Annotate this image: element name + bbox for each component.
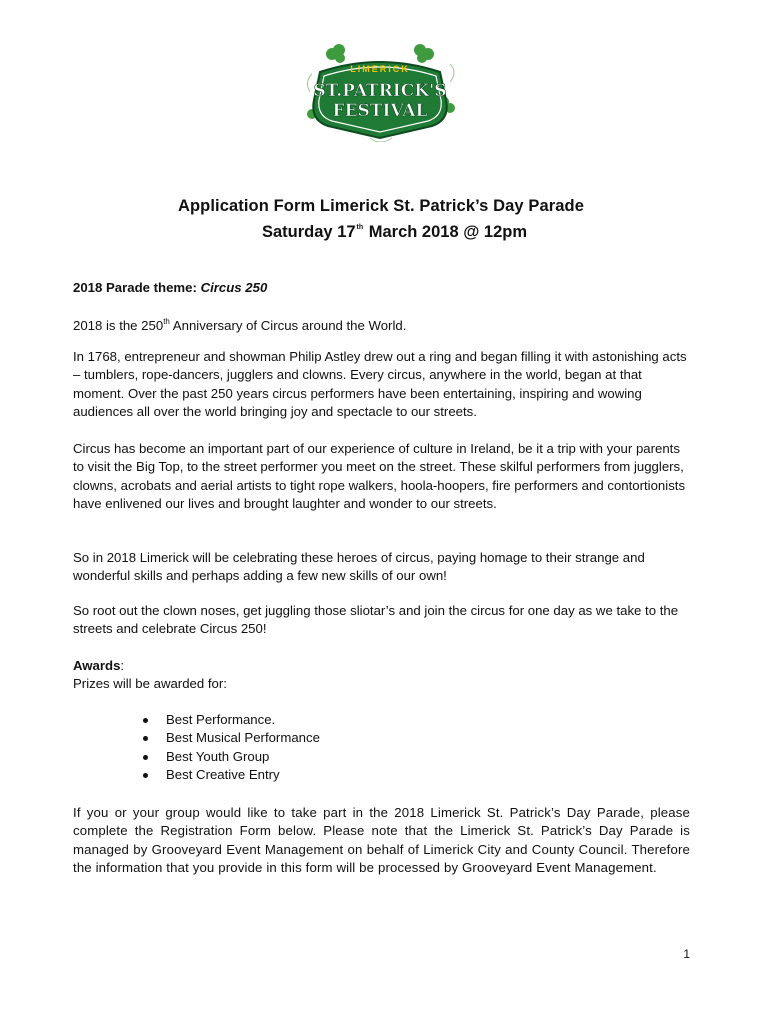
- logo-line1: LIMERICK: [350, 64, 410, 74]
- list-item: [143, 711, 320, 729]
- awards-list: [143, 711, 320, 785]
- list-item: [143, 748, 320, 766]
- awards-colon: :: [120, 658, 125, 673]
- award-item: Best Musical Performance: [166, 730, 320, 746]
- paragraph-celebration: So in 2018 Limerick will be celebrating these heroes of circus, paying homage to their strange and wonderful skills and perhaps adding a few new skills of our own!: [73, 550, 645, 584]
- award-item: Best Performance.: [166, 712, 276, 727]
- shamrock-logo-graphic: [300, 42, 460, 142]
- festival-logo: [300, 42, 460, 142]
- award-item: Best Youth Group: [166, 748, 270, 764]
- parade-theme: [73, 279, 693, 297]
- awards-label: Awards: [73, 658, 121, 673]
- paragraph-culture: Circus has become an important part of our experience of culture in Ireland, be it a trip with your parents to visit the Big Top, to the street performer you meet on the street. These skilful performers from jugglers, clowns, acrobats and aerial artists to tight rope walkers, hoola-hoopers, fire performers and contortionists have enlivened our lives and brought laughter and wonder to our streets.: [73, 441, 686, 511]
- awards-section: [73, 657, 693, 694]
- bullet-icon: [143, 718, 148, 723]
- date-part-a: Saturday 17: [262, 223, 356, 241]
- form-title-text: Application Form Limerick St. Patrick’s Day Parade: [177, 197, 585, 215]
- list-item: [143, 729, 320, 747]
- logo-line2: ST.PATRICK'S: [313, 81, 447, 101]
- paragraph-history: In 1768, entrepreneur and showman Philip Astley drew out a ring and began filling it with astonishing acts – tumblers, rope-dancers, jugglers and clowns. Every circus, anywhere in the world, began at that moment. Over the past 250 years circus performers have been entertaining, inspiring and wowing audiences all over the world bringing joy and spectacle to our streets.: [73, 349, 687, 419]
- parade-date-heading: [262, 223, 527, 242]
- anniversary-line: [73, 313, 693, 335]
- paragraph-call-to-action: So root out the clown noses, get juggling those sliotar’s and join the circus for one day as we take to the streets and celebrate Circus 250!: [73, 603, 679, 637]
- list-item: [143, 766, 320, 784]
- bullet-icon: [143, 736, 148, 741]
- award-item: Best Creative Entry: [166, 767, 280, 783]
- awards-intro: Prizes will be awarded for:: [73, 676, 227, 692]
- paragraph-registration-notice: If you or your group would like to take part in the 2018 Limerick St. Patrick’s Day Parade, please complete the Registration Form below. Please note that the Limerick St. Patrick’s Day Parade is managed by Grooveyard Event Management on behalf of Limerick City and County Council. Therefore the information that you provide in this form will be processed by Grooveyard Event Management.: [73, 805, 690, 875]
- anniversary-text-a: 2018 is the 250: [73, 318, 164, 333]
- logo-line3: FESTIVAL: [332, 101, 428, 121]
- anniversary-text-b: Anniversary of Circus around the World.: [169, 318, 407, 333]
- page-number: 1: [683, 947, 690, 961]
- date-superscript: th: [356, 224, 364, 231]
- date-part-b: March 2018 @ 12pm: [364, 223, 527, 241]
- theme-label: 2018 Parade theme:: [73, 280, 197, 295]
- form-title: [0, 197, 770, 216]
- bullet-icon: [143, 755, 148, 760]
- theme-value: Circus 250: [200, 280, 268, 295]
- anniversary-superscript: th: [163, 317, 170, 326]
- bullet-icon: [143, 773, 148, 778]
